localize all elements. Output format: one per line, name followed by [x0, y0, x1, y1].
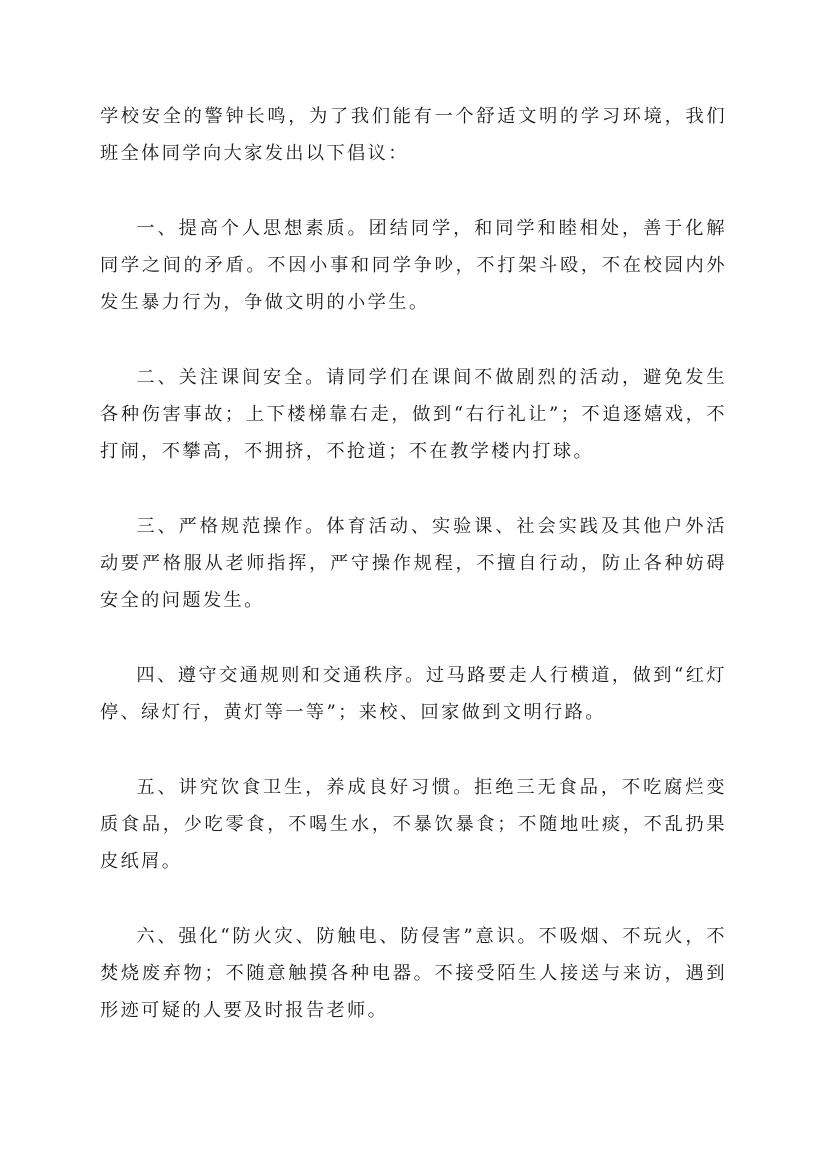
proposal-item-5: 五、讲究饮食卫生，养成良好习惯。拒绝三无食品，不吃腐烂变质食品，少吃零食，不喝生水，不暴饮暴食；不随地吐痰，不乱扔果皮纸屑。 — [100, 777, 727, 872]
proposal-item-1: 一、提高个人思想素质。团结同学，和同学和睦相处，善于化解同学之间的矛盾。不因小事和同学争吵，不打架斗殴，不在校园内外发生暴力行为，争做文明的小学生。 — [100, 218, 727, 313]
intro-paragraph: 学校安全的警钟长鸣，为了我们能有一个舒适文明的学习环境，我们班全体同学向大家发出以下倡议： — [100, 106, 727, 164]
proposal-item-3: 三、严格规范操作。体育活动、实验课、社会实践及其他户外活动要严格服从老师指挥，严守操作规程，不擅自行动，防止各种妨碍安全的问题发生。 — [100, 516, 727, 611]
proposal-item-6: 六、强化“防火灾、防触电、防侵害”意识。不吸烟、不玩火，不焚烧废弃物；不随意触摸各种电器。不接受陌生人接送与来访，遇到形迹可疑的人要及时报告老师。 — [100, 926, 727, 1021]
proposal-item-4: 四、遵守交通规则和交通秩序。过马路要走人行横道，做到“红灯停、绿灯行，黄灯等一等”；来校、回家做到文明行路。 — [100, 665, 727, 723]
proposal-item-2: 二、关注课间安全。请同学们在课间不做剧烈的活动，避免发生各种伤害事故；上下楼梯靠右走，做到“右行礼让”；不追逐嬉戏，不打闹，不攀高，不拥挤，不抢道；不在教学楼内打球。 — [100, 367, 727, 462]
document-body — [100, 98, 727, 1067]
